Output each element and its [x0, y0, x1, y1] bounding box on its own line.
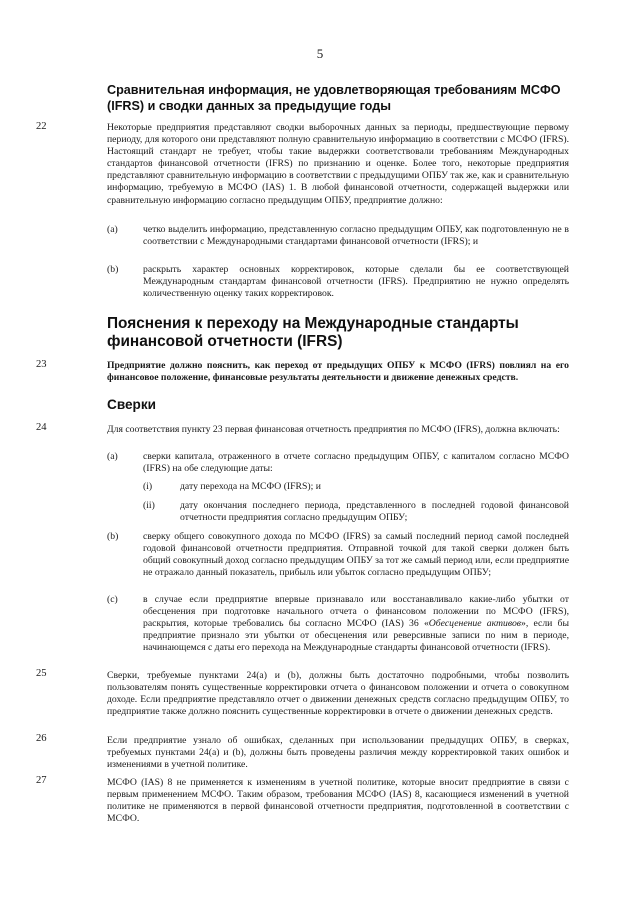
paragraph-27-text: МСФО (IAS) 8 не применяется к изменениям в учетной политике, которые вносит предприятие в связи с первым применением МСФО. Таким образом, требования МСФО (IAS) 8, касающиеся изменений в учетной политике не применяются в первой финансовой отчетности предприятия, подготовленной в соответствии с МСФО. [107, 777, 569, 825]
paragraph-22-item-a-text: четко выделить информацию, представленную согласно предыдущим ОПБУ, как подготовленную не в соответствии с Международными стандартами финансовой отчетности (IFRS); и [143, 224, 569, 248]
paragraph-24-subitem-i-text: дату перехода на МСФО (IFRS); и [180, 481, 321, 492]
paragraph-number-25: 25 [36, 668, 47, 679]
paragraph-24-subitem-i-label: (i) [143, 481, 153, 492]
page-number: 5 [316, 46, 324, 61]
paragraph-24-item-a-text: сверки капитала, отраженного в отчете согласно предыдущим ОПБУ, с капиталом согласно МСФО (IFRS) на обе следующие даты: [143, 451, 569, 475]
paragraph-number-26: 26 [36, 733, 47, 744]
paragraph-24-item-b-label: (b) [107, 531, 119, 542]
paragraph-22-item-a-label: (a) [107, 224, 118, 235]
paragraph-26-text: Если предприятие узнало об ошибках, сделанных при использовании предыдущих ОПБУ, в сверках, требуемых пунктами 24(a) и (b), должны быть проведены различия между корректировкой таких ошибок и изменениями в учетной политике. [107, 735, 569, 771]
heading-transition-explanation: Пояснения к переходу на Международные стандарты финансовой отчетности (IFRS) [107, 315, 519, 350]
paragraph-24-item-a-label: (a) [107, 451, 118, 462]
paragraph-25-text: Сверки, требуемые пунктами 24(a) и (b), должны быть достаточно подробными, чтобы позволить пользователям понять существенные корректировки отчета о финансовом положении и отчета о совокупном доходе. Если предприятие представляло отчет о движении денежных средств согласно предыдущим ОПБУ, то предприятие также должно пояснить существенные корректировки в отчете о движении денежных средств. [107, 670, 569, 718]
paragraph-number-23: 23 [36, 359, 47, 370]
paragraph-number-24: 24 [36, 422, 47, 433]
paragraph-24-item-b-text: сверку общего совокупного дохода по МСФО (IFRS) за самый последний период самой последней годовой финансовой отчетности предприятия. Отправной точкой для такой сверки должен быть общий совокупный доход согласно предыдущим ОПБУ за тот же самый период или, если предприятие не отражало данный показатель, прибыль или убыток согласно предыдущим ОПБУ; [143, 531, 569, 579]
paragraph-22-text: Некоторые предприятия представляют сводки выборочных данных за периоды, предшествующие первому периоду, для которого они представляют полную сравнительную информацию в соответствии с МСФО (IFRS). Настоящий стандарт не требует, чтобы такие выдержки соответствовали требованиям Международных стандартов финансовой отчетности (IFRS) по признанию и оценке. Более того, некоторые предприятия представляют сравнительную информацию в соответствии с предыдущими ОПБУ так же, как и сравнительную информацию, требуемую в МСФО (IAS) 1. В любой финансовой отчетности, содержащей выдержки или сравнительную информацию согласно предыдущим ОПБУ, предприятие должно: [107, 122, 569, 206]
paragraph-22-item-b-label: (b) [107, 264, 119, 275]
paragraph-22-item-b-text: раскрыть характер основных корректировок, которые сделали бы ее соответствующей Международным стандартам финансовой отчетности (IFRS). Предприятию не нужно определять количественную оценку таких корректировок. [143, 264, 569, 300]
paragraph-number-27: 27 [36, 775, 47, 786]
ias36-title: Обесценение активов [428, 618, 521, 630]
paragraph-23-text: Предприятие должно пояснить, как переход от предыдущих ОПБУ к МСФО (IFRS) повлиял на его финансовое положение, финансовые результаты деятельности и движение денежных средств. [107, 360, 569, 384]
paragraph-24-subitem-ii-label: (ii) [143, 500, 155, 511]
heading-reconciliations: Сверки [107, 397, 157, 412]
paragraph-24-item-c-text [143, 594, 569, 654]
paragraph-24-subitem-ii-text: дату окончания последнего периода, представленного в последней годовой финансовой отчетности предприятия согласно предыдущим ОПБУ; [180, 500, 569, 524]
paragraph-24-text: Для соответствия пункту 23 первая финансовая отчетность предприятия по МСФО (IFRS), должна включать: [107, 424, 560, 435]
paragraph-number-22: 22 [36, 121, 47, 132]
paragraph-24-item-c-text-part2: », если бы предприятие признало эти убытки от обесценения или реверсивные записи по ним в периоде, начинающемся с даты его перехода на Международные стандарты финансовой отчетности (IFRS). [143, 618, 569, 654]
heading-comparative-information: Сравнительная информация, не удовлетворяющая требованиям МСФО (IFRS) и сводки данных за предыдущие годы [107, 83, 561, 113]
paragraph-24-item-c-text-part1: в случае если предприятие впервые признавало или восстанавливало какие-либо убытки от обесценения при подготовке начального отчета о финансовом положении по МСФО (IFRS), раскрытия, которые требовались бы согласно МСФО (IAS) 36 « [143, 594, 569, 630]
paragraph-24-item-c-label: (c) [107, 594, 118, 605]
